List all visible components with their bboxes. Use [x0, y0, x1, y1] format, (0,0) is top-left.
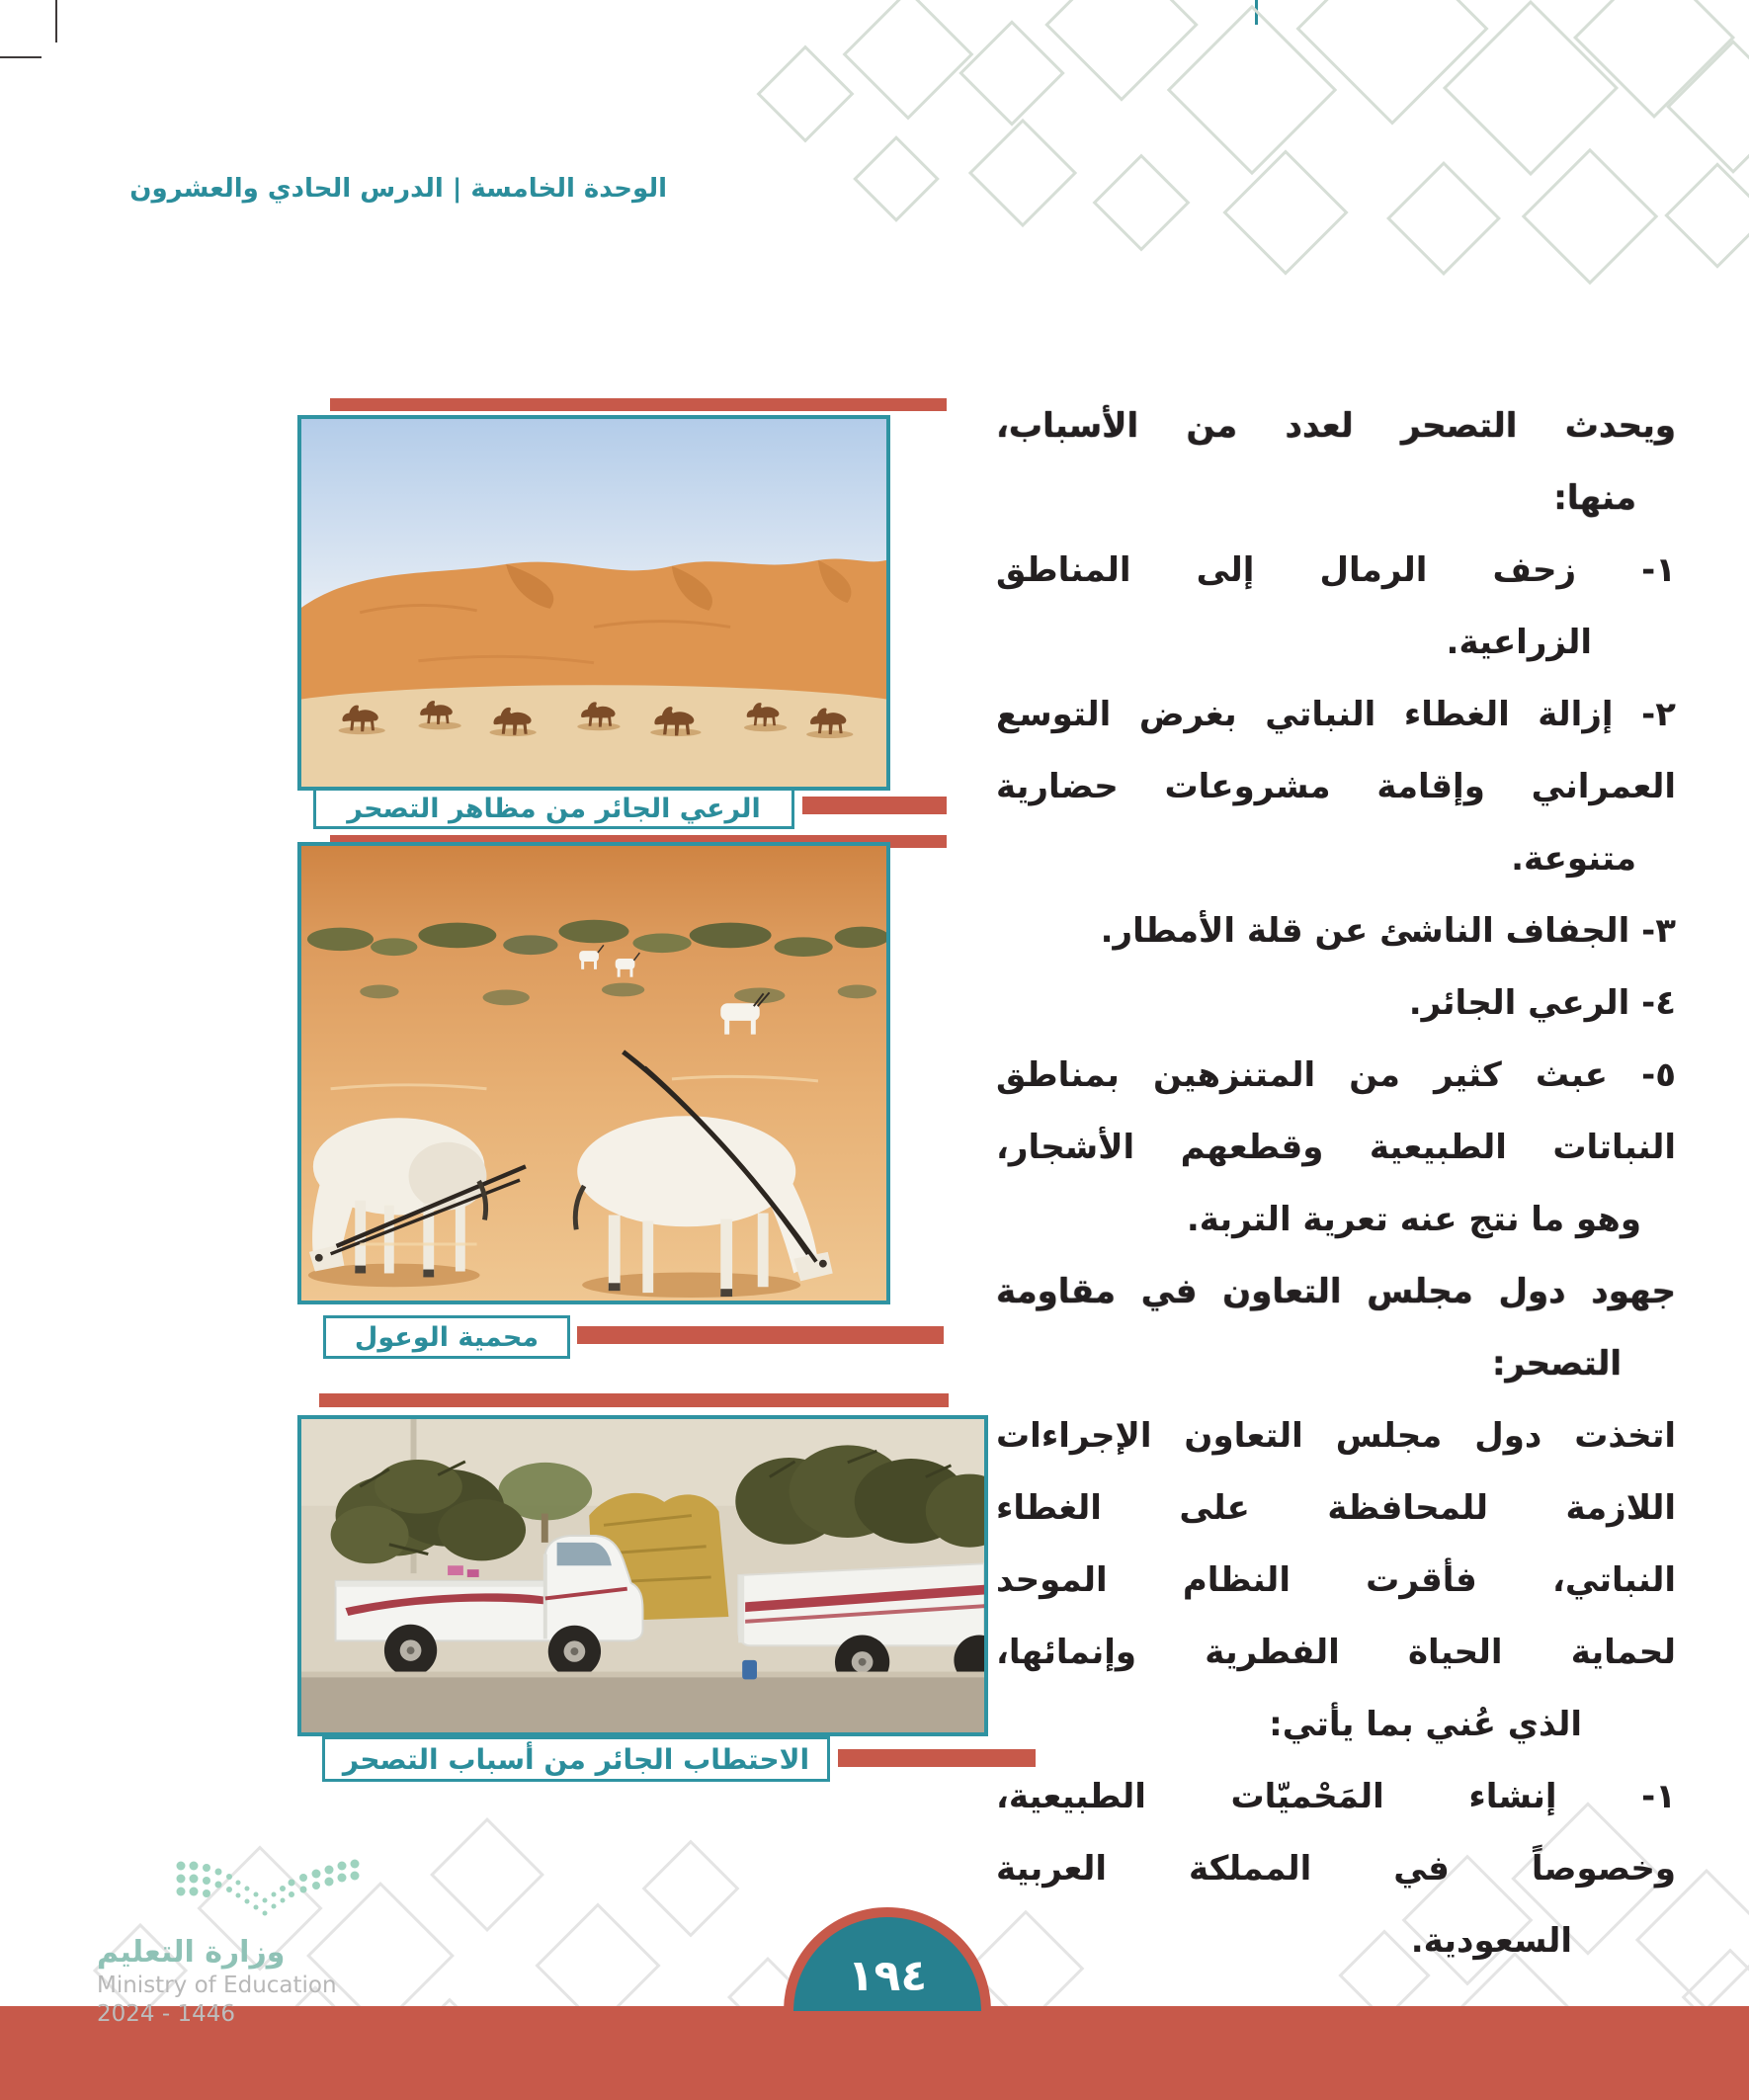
text-line: التصحر: [1491, 1344, 1622, 1384]
accent-bar [330, 398, 947, 411]
photo-firewood-trucks [297, 1415, 988, 1736]
road [301, 1677, 984, 1732]
trucks-illustration [301, 1419, 984, 1732]
text-line: اتخذت دول مجلس التعاون الإجراءات [996, 1416, 1676, 1456]
figure-caption [323, 1315, 570, 1359]
text-line: وخصوصاً في المملكة العربية [996, 1849, 1676, 1889]
text-line: ٣- الجفاف الناشئ عن قلة الأمطار. [1100, 911, 1676, 951]
diamond-outline [1222, 149, 1348, 275]
ministry-name-arabic: وزارة التعليم [97, 1935, 286, 1970]
figure-caption [322, 1736, 830, 1782]
text-line: ٢- إزالة الغطاء النباتي بغرض التوسع [996, 695, 1676, 734]
text-line: ٤- الرعي الجائر. [1408, 983, 1676, 1023]
page-number: ١٩٤ [847, 1951, 928, 2001]
text-line: منها: [1553, 478, 1636, 518]
crop-mark [0, 56, 42, 58]
blue-barrel [742, 1660, 757, 1680]
figure-trucks [297, 1393, 1058, 1789]
text-line: لحماية الحياة الفطرية وإنمائها، [996, 1633, 1676, 1672]
text-line: جهود دول مجلس التعاون في مقاومة [996, 1272, 1676, 1311]
text-line: ١- إنشاء المَحْميّات الطبيعية، [996, 1777, 1676, 1816]
text-line: متنوعة. [1511, 839, 1636, 879]
diamond-outline [1386, 161, 1501, 276]
diamond-outline [1093, 154, 1191, 252]
text-line: النباتات الطبيعية وقطعهم الأشجار، [996, 1128, 1676, 1167]
text-line: ٥- عبث كثير من المتنزهين بمناطق [996, 1055, 1676, 1095]
ministry-logo-dots-icon [173, 1854, 361, 1933]
text-line: الزراعية. [1446, 623, 1592, 662]
diamond-outline [1295, 0, 1488, 126]
text-line: الذي عُني بما يأتي: [1269, 1705, 1582, 1744]
figure-camels [297, 398, 969, 843]
lesson-header: الوحدة الخامسة | الدرس الحادي والعشرون [129, 174, 667, 204]
ministry-logo [94, 1854, 400, 2032]
ministry-name-english: Ministry of Education [97, 1973, 337, 1998]
caption-text: الرعي الجائر من مظاهر التصحر [347, 793, 761, 824]
page-number-dome [793, 1917, 981, 2011]
text-line: النباتي، فأقرت النظام الموحد [996, 1560, 1676, 1600]
diamond-outline [1664, 162, 1749, 268]
figure-oryx [297, 835, 969, 1369]
oryx-illustration [301, 846, 886, 1301]
crop-mark [55, 0, 57, 42]
text-line: العمراني وإقامة مشروعات حضارية [996, 767, 1676, 806]
photo-oryx-reserve [297, 842, 890, 1304]
page-number-badge [784, 1907, 991, 2011]
accent-bar [802, 797, 947, 814]
diamond-outline [1522, 148, 1659, 286]
diamond-outline [853, 135, 940, 222]
text-line: اللازمة للمحافظة على الغطاء [996, 1488, 1676, 1528]
diamond-outline [430, 1817, 544, 1932]
accent-bar [319, 1393, 949, 1407]
edition-years: 2024 - 1446 [97, 2001, 235, 2027]
text-line: السعودية. [1410, 1921, 1572, 1961]
caption-text: الاحتطاب الجائر من أسباب التصحر [342, 1742, 810, 1776]
figure-caption [313, 788, 794, 829]
camels-desert-illustration [301, 419, 886, 787]
text-line: وهو ما نتج عنه تعرية التربة. [1186, 1200, 1641, 1239]
diamond-outline [968, 119, 1077, 227]
text-line: ويحدث التصحر لعدد من الأسباب، [996, 406, 1676, 446]
caption-text: محمية الوعول [354, 1321, 540, 1353]
photo-camels-desert [297, 415, 890, 791]
accent-bar [577, 1326, 944, 1344]
diamond-outline [757, 45, 855, 143]
diamond-outline [843, 0, 974, 120]
diamond-outline [642, 1840, 740, 1938]
diamond-outline [958, 20, 1064, 126]
text-line: ١- زحف الرمال إلى المناطق [996, 550, 1676, 590]
accent-bar [838, 1749, 1036, 1767]
